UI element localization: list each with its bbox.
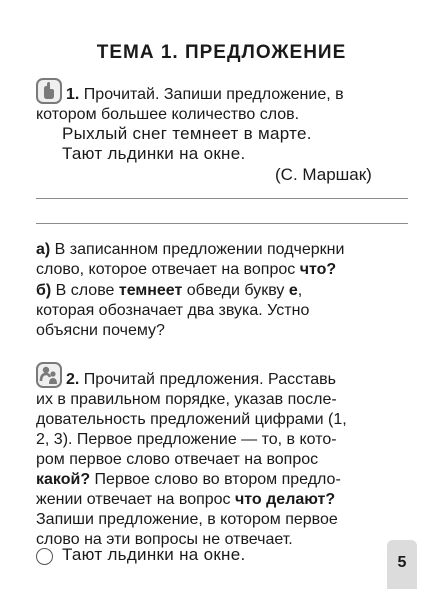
question-b-text: В слове — [51, 282, 119, 299]
question-a-line1: В записанном предложении подчеркни — [50, 241, 345, 258]
writing-line-1[interactable] — [36, 198, 408, 199]
task1-instruction-line2: котором большее количество слов. — [36, 106, 300, 123]
page-number: 5 — [397, 554, 407, 571]
task2-line8: Запиши предложение, в котором первое — [36, 511, 338, 528]
question-a — [36, 240, 411, 280]
task2-line4: 2, 3). Первое предложение — то, в кото- — [36, 431, 337, 448]
question-b-text: , — [297, 282, 303, 299]
task1-number: 1. — [66, 86, 80, 103]
task1-instruction — [36, 85, 411, 125]
question-b — [36, 281, 411, 341]
question-b-line3: объясни почему? — [36, 322, 165, 339]
answer-circle-1[interactable] — [36, 548, 53, 565]
task2-line2: их в правильном порядке, указав после- — [36, 391, 337, 408]
task2-number: 2. — [66, 371, 80, 388]
page-number-tab — [387, 540, 417, 589]
task2-line9: слово на эти вопросы не отвечает. — [36, 531, 293, 548]
task2-word-kakoy: какой? — [36, 471, 91, 488]
task2-word-chto-delayut: что делают? — [235, 491, 336, 508]
question-b-line2: которая обозначает два звука. Устно — [36, 302, 310, 319]
page-title: ТЕМА 1. ПРЕДЛОЖЕНИЕ — [96, 42, 347, 63]
question-a-word: что? — [299, 261, 337, 278]
sentence-1: Тают льдинки на окне. — [62, 545, 246, 564]
question-b-word: темнеет — [118, 282, 183, 299]
task2-line7: жении отвечает на вопрос — [36, 491, 235, 508]
task2-line5: ром первое слово отвечает на вопрос — [36, 451, 319, 468]
writing-hand-icon — [36, 78, 62, 104]
question-a-line2: слово, которое отвечает на вопрос — [36, 261, 300, 278]
task2-line6: Первое слово во втором предло- — [90, 471, 341, 488]
poem-line-2: Тают льдинки на окне. — [62, 144, 246, 163]
task1-instruction-line1: Прочитай. Запиши предложение, в — [79, 86, 344, 103]
question-b-letter-e: е — [288, 282, 298, 299]
task2-line1: Прочитай предложения. Расставь — [79, 371, 336, 388]
task2-instruction — [36, 370, 411, 550]
poem-author: (С. Маршак) — [275, 165, 372, 184]
writing-line-2[interactable] — [36, 223, 408, 224]
task2-line3: довательность предложений цифрами (1, — [36, 411, 347, 428]
question-b-letter: б) — [36, 282, 52, 299]
poem-line-1: Рыхлый снег темнеет в марте. — [62, 124, 312, 143]
question-b-text: обведи букву — [182, 282, 289, 299]
question-a-letter: а) — [36, 241, 51, 258]
